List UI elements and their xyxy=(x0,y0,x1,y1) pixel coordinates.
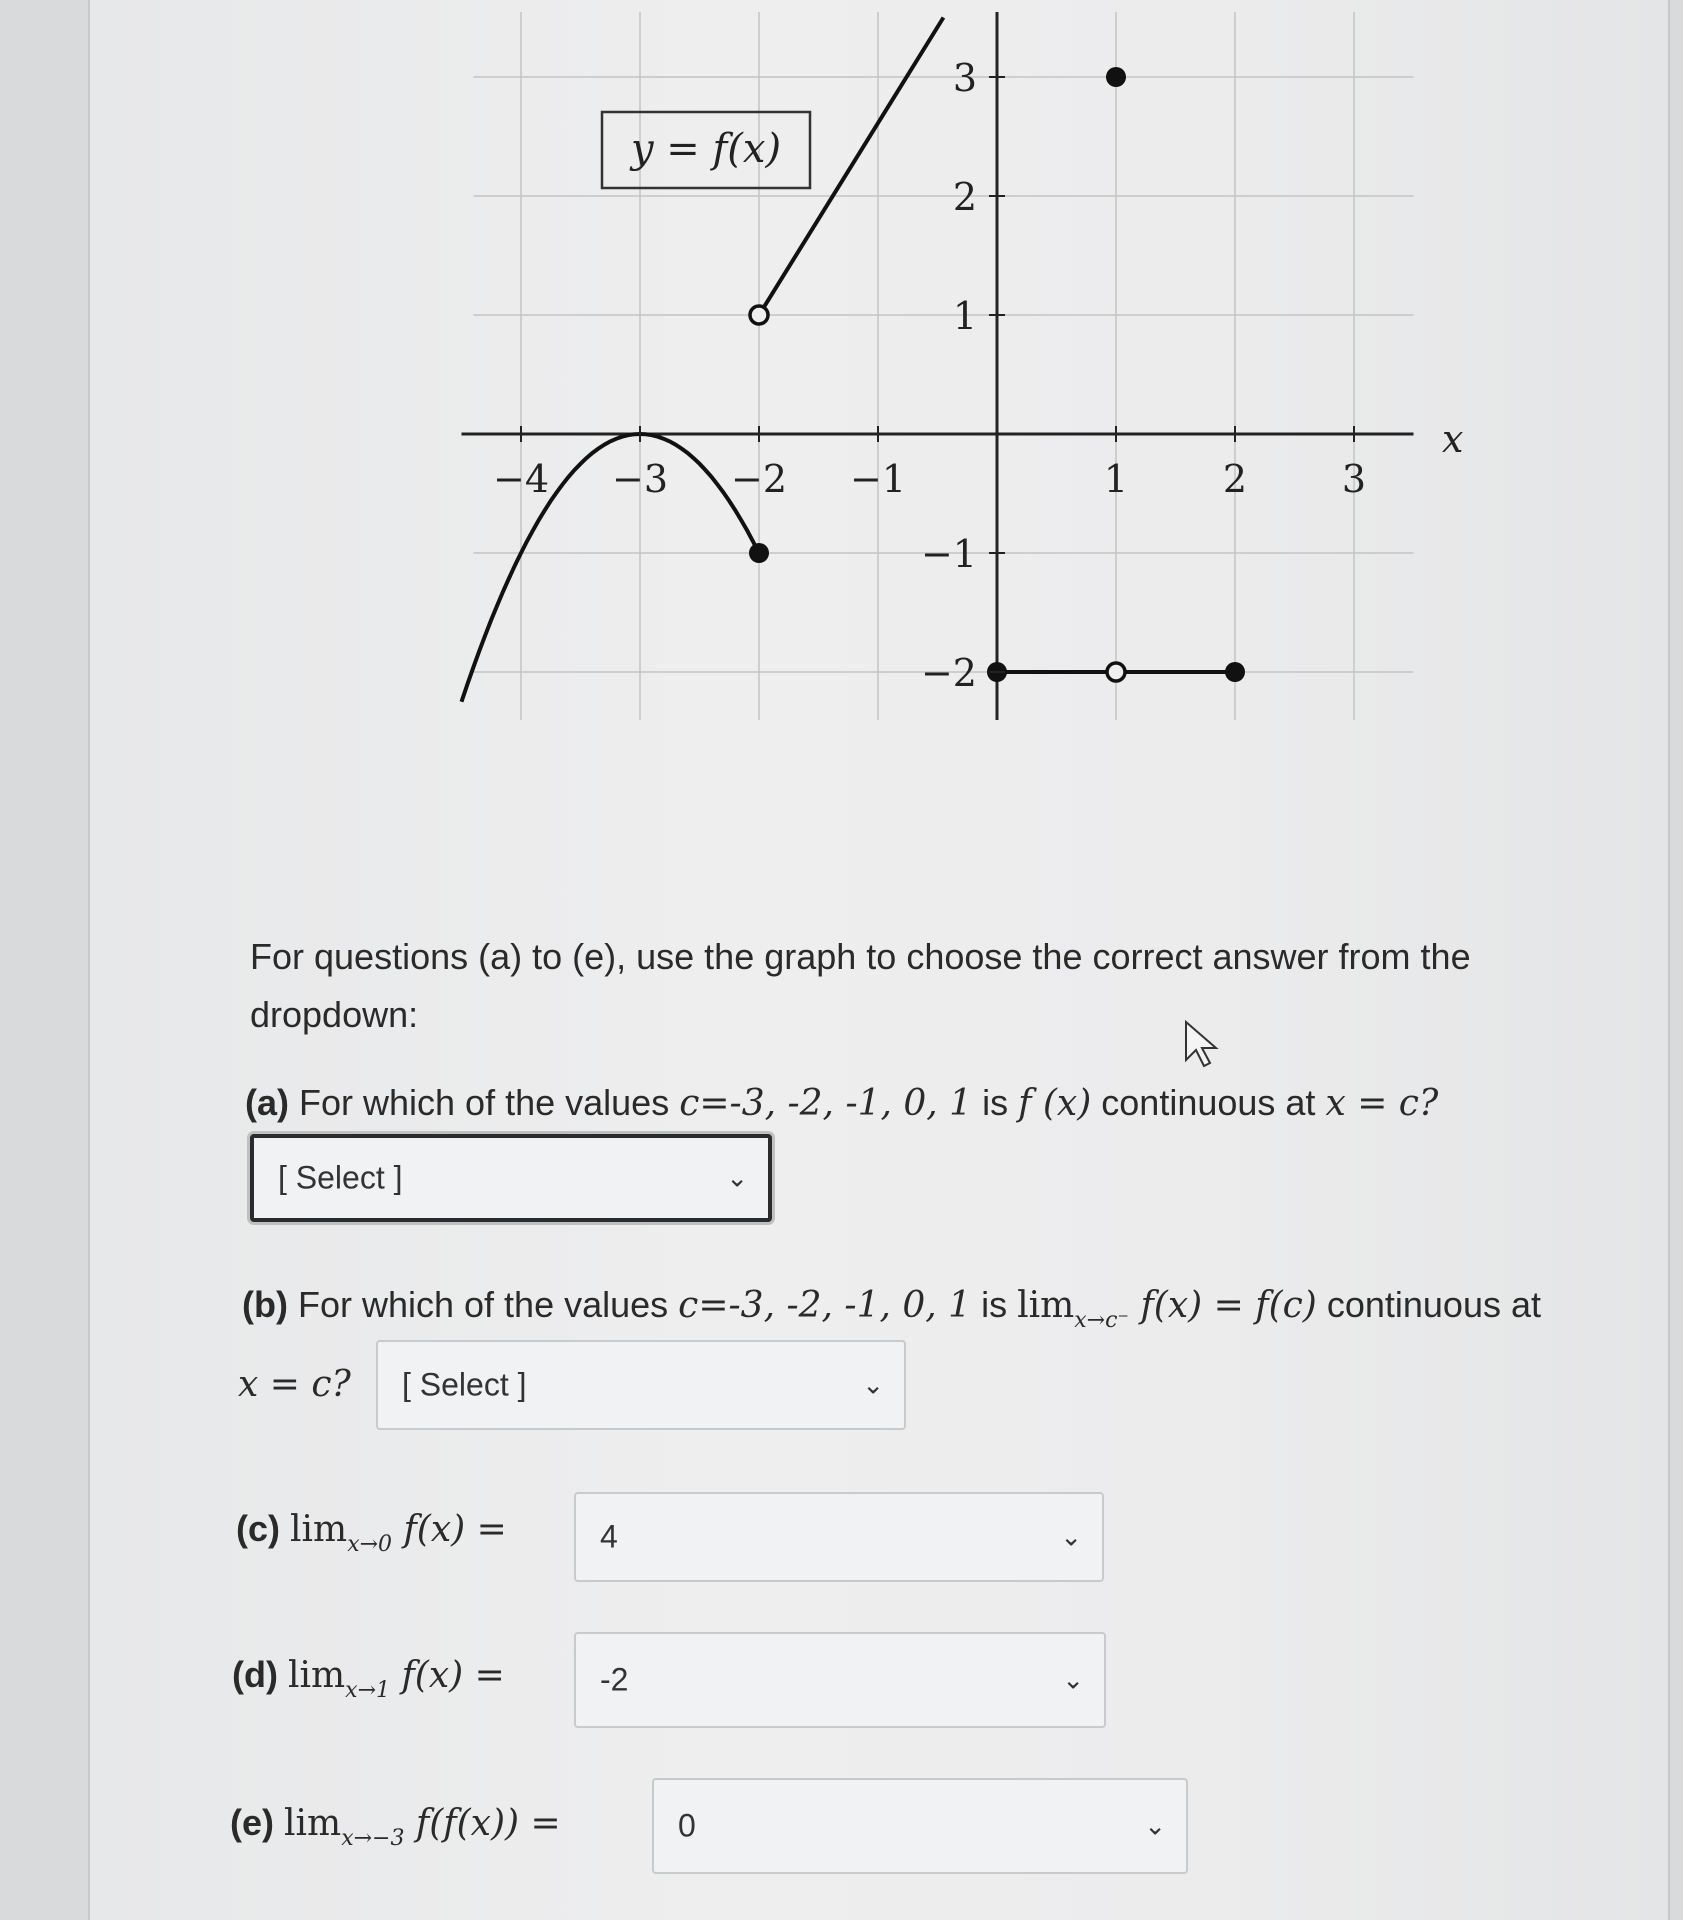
y-tick-label: 3 xyxy=(952,56,977,100)
graph-axes xyxy=(462,12,1414,720)
x-axis-label: x xyxy=(1442,417,1464,461)
select-e[interactable] xyxy=(652,1778,1188,1874)
question-e: (e) $\lim_{x\to-3} f(f(x))$ = xyxy=(230,1802,561,1851)
select-d[interactable] xyxy=(574,1632,1106,1728)
closed-point xyxy=(1225,662,1245,682)
select-b[interactable] xyxy=(376,1340,906,1430)
select-b-value: [ Select ] xyxy=(402,1366,527,1403)
graph-label: y = f(x) xyxy=(630,126,782,172)
select-c-value: 4 xyxy=(600,1518,618,1555)
chevron-down-icon: ⌄ xyxy=(862,1369,884,1400)
question-c: (c) $\lim_{x\to 0} f(x)$ = xyxy=(236,1508,507,1557)
chevron-down-icon: ⌄ xyxy=(1062,1664,1084,1695)
select-c[interactable] xyxy=(574,1492,1104,1582)
chevron-down-icon: ⌄ xyxy=(1144,1810,1166,1841)
select-a[interactable] xyxy=(250,1134,772,1222)
instructions: For questions (a) to (e), use the graph to choose the correct answer from the dropdown: xyxy=(250,936,1471,1035)
y-tick-label: 1 xyxy=(952,294,977,338)
select-d-value: -2 xyxy=(600,1661,629,1698)
x-tick-label: −2 xyxy=(730,457,788,501)
open-point xyxy=(750,306,768,324)
graph-curves xyxy=(462,18,1246,702)
chevron-down-icon: ⌄ xyxy=(726,1162,748,1193)
x-tick-label: −1 xyxy=(849,457,907,501)
closed-point xyxy=(749,543,769,563)
question-b-cond: x = c? xyxy=(238,1364,351,1405)
question-a: (a) For which of the values c=-3, -2, -1, 0, 1 is f (x) continuous at x = c? xyxy=(245,1082,1439,1124)
x-tick-label: −4 xyxy=(492,457,550,501)
question-d: (d) $\lim_{x\to 1} f(x)$ = xyxy=(232,1654,505,1703)
line-piece xyxy=(759,18,943,316)
open-point xyxy=(1107,663,1125,681)
x-tick-label: 1 xyxy=(1103,457,1129,501)
closed-point xyxy=(1106,67,1126,87)
select-e-value: 0 xyxy=(678,1807,696,1844)
x-tick-label: 2 xyxy=(1222,457,1248,501)
select-a-value: [ Select ] xyxy=(278,1159,403,1196)
x-tick-label: −3 xyxy=(611,457,669,501)
graph-grid xyxy=(473,12,1413,720)
question-page xyxy=(88,0,1670,1920)
y-tick-label: −1 xyxy=(920,532,977,576)
y-tick-label: −2 xyxy=(920,651,977,695)
y-tick-label: 2 xyxy=(952,175,977,219)
x-tick-label: 3 xyxy=(1341,457,1367,501)
chevron-down-icon: ⌄ xyxy=(1060,1521,1082,1552)
function-graph xyxy=(90,0,1668,760)
question-b: (b) For which of the values c=-3, -2, -1, 0, 1 is $\lim_{x\to c^-} f(x) = f(c)$ continuous at xyxy=(242,1284,1541,1333)
mouse-pointer-icon xyxy=(1184,1020,1224,1070)
